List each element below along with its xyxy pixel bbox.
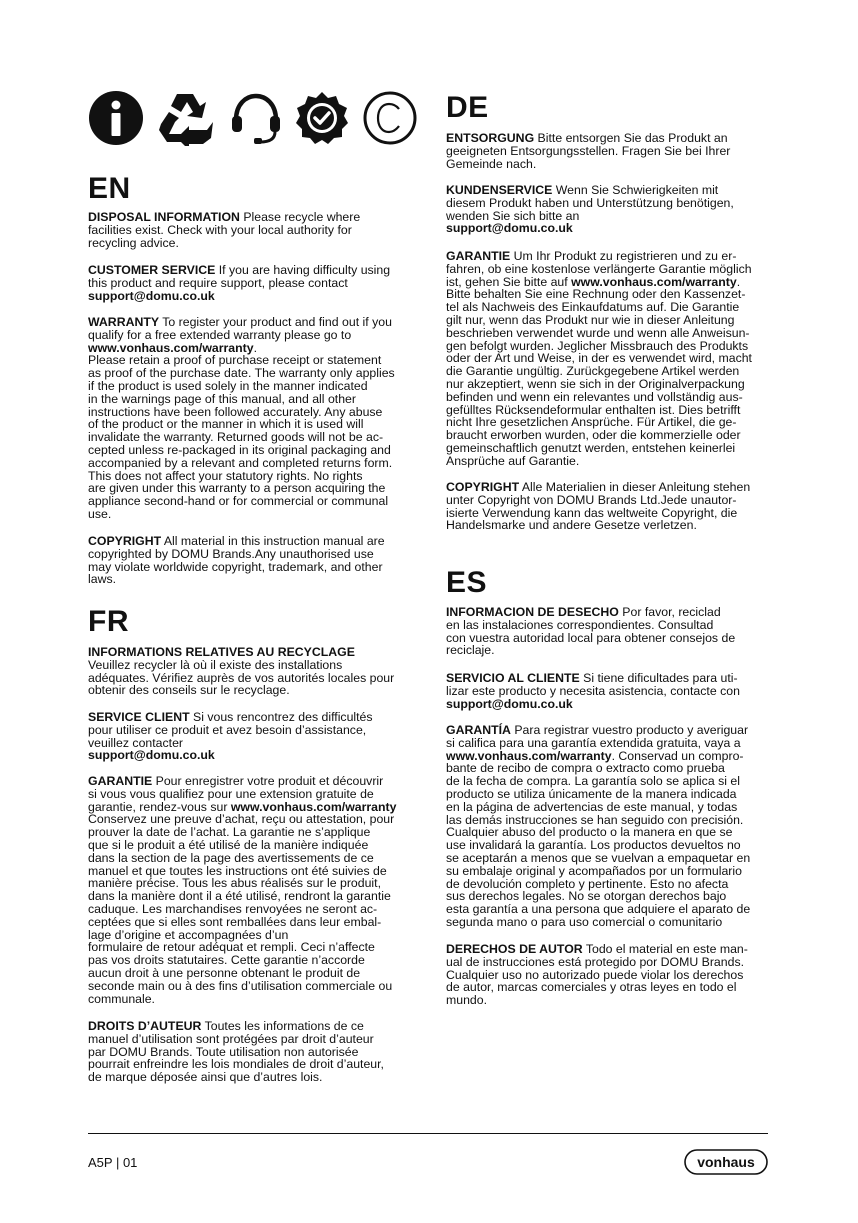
de-customer-service: KUNDENSERVICE Wenn Sie Schwierigkeiten mit diesem Produkt haben und Unterstützung benötigen, wenden Sie sich bitte an support@domu.co.uk <box>446 183 734 236</box>
es-warranty-title: GARANTÍA <box>446 723 511 737</box>
de-disposal-title: ENTSORGUNG <box>446 131 535 145</box>
fr-support-email[interactable]: support@domu.co.uk <box>88 748 215 763</box>
fr-copyright-title: DROITS D’AUTEUR <box>88 1019 202 1033</box>
es-support-email[interactable]: support@domu.co.uk <box>446 696 573 711</box>
copyright-icon <box>362 90 418 146</box>
fr-copyright: DROITS D’AUTEUR Toutes les informations de ce manuel d’utilisation sont protégées par droit d’auteur par DOMU Brands. Toute utilisation non autorisée pourrait enfreindre les lois mondiales de droit d’auteur, de marque déposée ainsi que d’autres lois. <box>88 1019 384 1085</box>
brand-name: vonhaus <box>697 1154 755 1170</box>
footer-divider <box>88 1133 768 1134</box>
fr-customer-title: SERVICE CLIENT <box>88 710 190 724</box>
en-disposal: DISPOSAL INFORMATION Please recycle where facilities exist. Check with your local authority for recycling advice. <box>88 210 361 250</box>
heading-fr: FR <box>88 605 129 638</box>
de-copyright-title: COPYRIGHT <box>446 480 520 494</box>
es-warranty: GARANTÍA Para registrar vuestro producto y averiguar si califica para una garantía extendida gratuita, vaya a www.vonhaus.com/warranty. Conservad un compro- bante de recibo de compra o extracto como prueba de la fecha de compra. La garantía solo se aplica si el producto se utiliza únicamente de la manera indicada en la página de advertencias de este manual, y todas las demás instrucciones se han seguido con precisión. Cualquier abuso del producto o la manera en que se use invalidará la garantía. Los productos devueltos no se aceptarán a menos que se vuelvan a empaquetar en su embalaje original y acompañados por un formulario de devolución completo y pertinente. Esto no afecta sus derechos legales. No se otorgan derechos bajo esta garantía a una persona que adquiere el aparato de segunda mano o para uso comercial o comunitario <box>446 723 751 929</box>
en-disposal-title: DISPOSAL INFORMATION <box>88 210 240 224</box>
en-customer-service: CUSTOMER SERVICE If you are having difficulty using this product and require support, please contact support@domu.co.uk <box>88 263 391 303</box>
en-warranty-link[interactable]: www.vonhaus.com/warranty <box>88 340 254 355</box>
de-warranty: GARANTIE Um Ihr Produkt zu registrieren und zu er- fahren, ob eine kostenlose verlängerte Garantie möglich ist, gehen Sie bitte auf www.vonhaus.com/warranty. Bitte behalten Sie eine Rechnung oder den Kassenzet- tel als Nachweis des Einkaufdatums auf. Die Garantie gilt nur, wenn das Produkt nur wie in dieser Anleitung beschrieben verwendet wurde und wenn alle Anweisun- gen befolgt wurden. Jeglicher Missbrauch des Produkts oder der Art und Weise, in der es verwendet wird, macht die Garantie ungültig. Zurückgegebene Artikel werden nur akzeptiert, wenn sie sich in der Originalverpackung befinden und wenn ein relevantes und vollständig aus- gefülltes Rücksendeformular enthalten ist. Dies betrifft nicht Ihre gesetzlichen Ansprüche. Für Artikel, die ge- braucht erworben wurden, oder die kommerzielle oder gemeinschaftlich genutzt werden, entstehen keinerlei Ansprüche auf Garantie. <box>446 249 752 468</box>
de-disposal: ENTSORGUNG Bitte entsorgen Sie das Produkt an geeigneten Entsorgungsstellen. Fragen Sie bei Ihrer Gemeinde nach. <box>446 131 731 171</box>
check-badge-icon <box>294 90 350 146</box>
en-copyright-title: COPYRIGHT <box>88 534 162 548</box>
page-number: A5P | 01 <box>88 1155 138 1170</box>
de-copyright: COPYRIGHT Alle Materialien in dieser Anleitung stehen unter Copyright von DOMU Brands Ltd.Jede unautor- isierte Verwendung kann das weltweite Copyright, die Handelsmarke und andere Gesetze verletzen. <box>446 480 751 533</box>
es-copyright-title: DERECHOS DE AUTOR <box>446 942 583 956</box>
de-warranty-title: GARANTIE <box>446 249 511 263</box>
fr-warranty-title: GARANTIE <box>88 774 153 788</box>
icon-row <box>88 90 418 146</box>
en-support-email[interactable]: support@domu.co.uk <box>88 288 215 303</box>
es-disposal: INFORMACION DE DESECHO Por favor, reciclad en las instalaciones correspondientes. Consultad con vuestra autoridad local para obtener consejos de reciclaje. <box>446 605 736 658</box>
fr-warranty-link[interactable]: www.vonhaus.com/warranty <box>230 799 397 814</box>
es-warranty-link[interactable]: www.vonhaus.com/warranty <box>446 748 612 763</box>
heading-es: ES <box>446 566 488 599</box>
es-customer-service: SERVICIO AL CLIENTE Si tiene dificultades para uti- lizar este producto y necesita asistencia, contacte con support@domu.co.uk <box>446 671 740 711</box>
vonhaus-logo <box>684 1149 768 1175</box>
fr-disposal: INFORMATIONS RELATIVES AU RECYCLAGE Veuillez recycler là où il existe des installations adéquates. Vérifiez auprès de vos autorités locales pour obtenir des conseils sur le recyclage. <box>88 645 395 698</box>
de-support-email[interactable]: support@domu.co.uk <box>446 221 573 236</box>
en-customer-title: CUSTOMER SERVICE <box>88 263 216 277</box>
es-customer-title: SERVICIO AL CLIENTE <box>446 671 580 685</box>
fr-disposal-title: INFORMATIONS RELATIVES AU RECYCLAGE <box>88 645 355 659</box>
recycle-icon <box>155 90 215 146</box>
heading-en: EN <box>88 172 131 205</box>
de-warranty-link[interactable]: www.vonhaus.com/warranty <box>571 274 737 289</box>
en-copyright: COPYRIGHT All material in this instruction manual are copyrighted by DOMU Brands.Any unauthorised use may violate worldwide copyright, trademark, and other laws. <box>88 534 385 587</box>
info-icon <box>88 90 144 146</box>
es-disposal-title: INFORMACION DE DESECHO <box>446 605 619 619</box>
headset-icon <box>228 90 284 146</box>
heading-de: DE <box>446 91 489 124</box>
fr-warranty: GARANTIE Pour enregistrer votre produit et découvrir si vous vous qualifiez pour une extension gratuite de garantie, rendez-vous sur www.vonhaus.com/warranty Conservez une preuve d’achat, reçu ou attestation, pour prouver la date de l’achat. La garantie ne s’applique que si le produit a été utilisé de la manière indiquée dans la section de la page des avertissements de ce manuel et que toutes les instructions ont été suivies de manière précise. Tous les abus réalisés sur le produit, dans la manière dont il a été utilisé, rendront la garantie caduque. Les marchandises renvoyées ne seront ac- ceptées que si elles sont remballées dans leur embal- lage d’origine et accompagnées d’un formulaire de retour adéquat et rempli. Ceci n’affecte pas vos droits statutaires. Cette garantie n’accorde aucun droit à une personne obtenant le produit de seconde main ou à des fins d’utilisation commerciale ou communale. <box>88 774 397 1006</box>
es-copyright: DERECHOS DE AUTOR Todo el material en este man- ual de instrucciones está protegido por DOMU Brands. Cualquier uso no autorizado puede violar los derechos de autor, marcas comerciales y otras leyes en todo el mundo. <box>446 942 748 1008</box>
de-customer-title: KUNDENSERVICE <box>446 183 553 197</box>
en-warranty: WARRANTY To register your product and find out if you qualify for a free extended warranty please go to www.vonhaus.com/warranty. Please retain a proof of purchase receipt or statement as proof of the purchase date. The warranty only applies if the product is used solely in the manner indicated in the warnings page of this manual, and all other instructions have been followed accurately. Any abuse of the product or the manner in which it is used will invalidate the warranty. Returned goods will not be ac- cepted unless re-packaged in its original packaging and accompanied by a relevant and completed returns form. This does not affect your statutory rights. No rights are given under this warranty to a person acquiring the appliance second-hand or for commercial or communal use. <box>88 315 395 521</box>
en-warranty-title: WARRANTY <box>88 315 160 329</box>
fr-customer-service: SERVICE CLIENT Si vous rencontrez des difficultés pour utiliser ce produit et avez besoin d’assistance, veuillez contacter support@domu.co.uk <box>88 710 373 763</box>
